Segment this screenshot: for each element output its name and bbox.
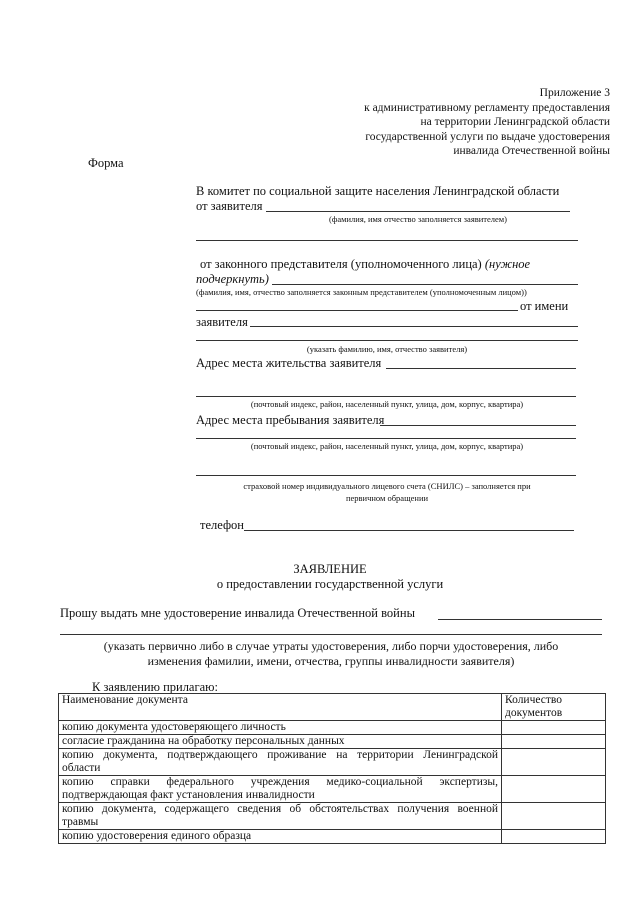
- request-line[interactable]: [438, 619, 602, 620]
- on-behalf-label: от имени: [520, 299, 569, 313]
- representative-label-text: от законного представителя (уполномоченного лица): [200, 257, 482, 271]
- snils-hint-2: первичном обращении: [345, 493, 429, 503]
- stay-label: Адрес места пребывания заявителя: [196, 413, 385, 427]
- request-text: Прошу выдать мне удостоверение инвалида Отечественной войны: [60, 606, 415, 620]
- applicant-name-line-2[interactable]: [196, 240, 578, 241]
- appendix-line: Приложение 3: [539, 87, 610, 99]
- appendix-line: государственной услуги по выдаче удостоверения: [365, 130, 610, 143]
- appendix-line: на территории Ленинградской области: [420, 116, 610, 128]
- document-count-cell[interactable]: [502, 749, 606, 776]
- from-applicant-label: от заявителя: [196, 199, 263, 213]
- recipient-to: В комитет по социальной защите населения Ленинградской области: [196, 184, 560, 198]
- request-hint-2: изменения фамилии, имени, отчества, группы инвалидности заявителя): [147, 654, 515, 668]
- table-row: [59, 735, 606, 749]
- applicant-label: заявителя: [196, 315, 248, 329]
- column-header-count: Количество документов: [502, 694, 606, 721]
- request-hint-1: (указать первично либо в случае утраты удостоверения, либо порчи удостоверения, либо: [103, 639, 559, 653]
- document-count-cell[interactable]: [502, 735, 606, 749]
- residence-label: Адрес места жительства заявителя: [196, 356, 382, 370]
- representative-italic: (нужное: [484, 257, 531, 271]
- applicant-name-line[interactable]: [266, 211, 570, 212]
- phone-label: телефон: [200, 518, 244, 532]
- stay-hint: (почтовый индекс, район, населенный пункт, улица, дом, корпус, квартира): [250, 441, 524, 451]
- applicant-line-2[interactable]: [196, 340, 578, 341]
- table-row: [59, 803, 606, 830]
- document-count-cell[interactable]: [502, 830, 606, 844]
- residence-hint: (почтовый индекс, район, населенный пункт, улица, дом, корпус, квартира): [250, 399, 524, 409]
- attach-label: К заявлению прилагаю:: [92, 680, 218, 694]
- request-line-2[interactable]: [60, 634, 602, 635]
- document-name-cell: копию документа удостоверяющего личность: [59, 721, 502, 735]
- representative-italic-2: подчеркнуть): [196, 272, 269, 286]
- document-count-cell[interactable]: [502, 721, 606, 735]
- stay-line-2[interactable]: [196, 438, 576, 439]
- document-name-cell: копию удостоверения единого образца: [59, 830, 502, 844]
- column-header-name: Наименование документа: [59, 694, 502, 721]
- applicant-line[interactable]: [250, 326, 578, 327]
- statement-subtitle: о предоставлении государственной услуги: [216, 577, 444, 591]
- document-count-cell[interactable]: [502, 776, 606, 803]
- table-row: [59, 721, 606, 735]
- documents-table: [58, 693, 606, 844]
- residence-line[interactable]: [386, 368, 576, 369]
- representative-label: [200, 257, 530, 272]
- appendix-header: [364, 86, 610, 159]
- representative-hint: (фамилия, имя, отчество заполняется законным представителем (уполномоченным лицом)): [196, 287, 527, 297]
- table-row: [59, 830, 606, 844]
- stay-line[interactable]: [380, 425, 576, 426]
- form-label: Форма: [88, 156, 124, 170]
- snils-hint-1: страховой номер индивидуального лицевого счета (СНИЛС) – заполняется при: [243, 481, 531, 491]
- table-header-row: [59, 694, 606, 721]
- applicant-hint: (указать фамилию, имя, отчество заявителя): [306, 344, 468, 354]
- applicant-name-hint: (фамилия, имя отчество заполняется заявителем): [329, 214, 507, 224]
- document-name-cell: копию документа, содержащего сведения об обстоятельствах получения военной травмы: [59, 803, 502, 830]
- document-name-cell: копию документа, подтверждающего проживание на территории Ленинградской области: [59, 749, 502, 776]
- statement-title: ЗАЯВЛЕНИЕ: [293, 562, 367, 576]
- document-name-cell: согласие гражданина на обработку персональных данных: [59, 735, 502, 749]
- table-row: [59, 776, 606, 803]
- table-row: [59, 749, 606, 776]
- snils-line[interactable]: [196, 475, 576, 476]
- phone-line[interactable]: [244, 530, 574, 531]
- document-name-cell: копию справки федерального учреждения медико-социальной экспертизы, подтверждающая факт установления инвалидности: [59, 776, 502, 803]
- appendix-line: инвалида Отечественной войны: [453, 145, 610, 157]
- appendix-line: к административному регламенту предоставления: [364, 101, 610, 114]
- on-behalf-line[interactable]: [196, 310, 518, 311]
- representative-name-line[interactable]: [272, 284, 578, 285]
- residence-line-2[interactable]: [196, 396, 576, 397]
- document-count-cell[interactable]: [502, 803, 606, 830]
